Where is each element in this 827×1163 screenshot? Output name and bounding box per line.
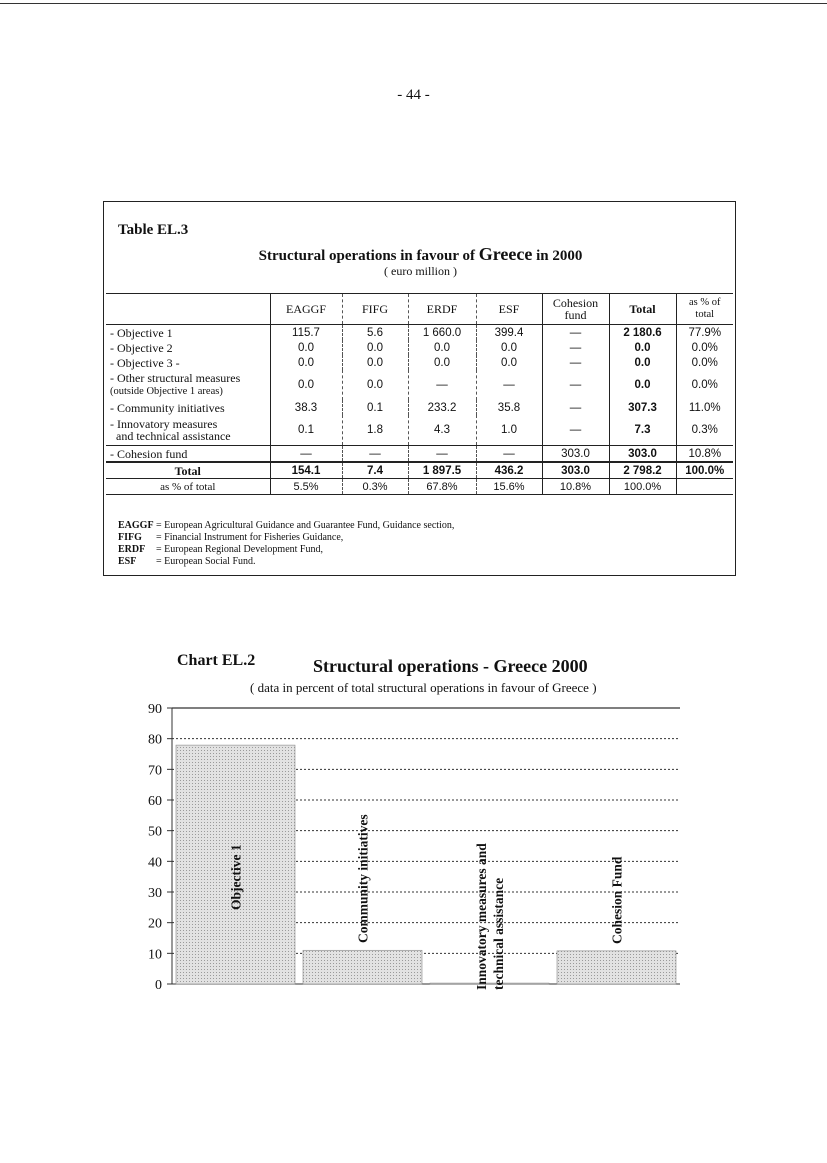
table-title-prefix: Structural operations in favour of <box>258 248 475 264</box>
row-label: as % of total <box>106 479 270 495</box>
table-cell: — <box>476 370 542 400</box>
y-tick-label: 40 <box>148 855 162 871</box>
table-cell: 0.0 <box>270 355 342 370</box>
table-cell: — <box>542 325 609 341</box>
table-cell: — <box>542 415 609 446</box>
table-title-country: Greece <box>478 244 533 264</box>
header-pct: as % of total <box>676 294 733 325</box>
legend-text: = European Agricultural Guidance and Guarantee Fund, Guidance section, <box>156 520 455 531</box>
page-number: - 44 - <box>397 87 430 103</box>
legend-text: = European Social Fund. <box>156 556 256 567</box>
table-subtitle: ( euro million ) <box>384 264 457 278</box>
row-label-text: - Objective 1 <box>110 325 173 340</box>
table-cell: 0.1 <box>342 400 408 415</box>
table-cell: 100.0% <box>676 462 733 479</box>
table-cell: 0.0 <box>270 340 342 355</box>
row-label-sub: and technical assistance <box>116 429 231 443</box>
table-cell: 307.3 <box>609 400 676 415</box>
table-cell: 0.0 <box>609 370 676 400</box>
table-cell: 0.1 <box>270 415 342 446</box>
header-erdf: ERDF <box>408 294 476 325</box>
y-tick-label: 30 <box>148 886 162 901</box>
legend-text: = European Regional Development Fund, <box>156 544 323 555</box>
legend-abbr: ERDF <box>118 544 146 555</box>
table-cell: 303.0 <box>542 446 609 463</box>
table-cell: — <box>542 355 609 370</box>
table-cell: 0.0 <box>476 355 542 370</box>
table-cell: 4.3 <box>408 415 476 446</box>
header-eaggf: EAGGF <box>270 294 342 325</box>
table-cell: 35.8 <box>476 400 542 415</box>
table-title-suffix: in 2000 <box>536 248 583 264</box>
table-cell: 0.0 <box>476 340 542 355</box>
table-cell: 2 798.2 <box>609 462 676 479</box>
table-cell: 0.0 <box>609 340 676 355</box>
table-cell: 0.0% <box>676 355 733 370</box>
table-cell: — <box>408 446 476 463</box>
row-label-text: - Community initiatives <box>110 400 225 415</box>
table-cell: 303.0 <box>542 462 609 479</box>
table-cell: 38.3 <box>270 400 342 415</box>
table-cell: 1.0 <box>476 415 542 446</box>
table-cell: 154.1 <box>270 462 342 479</box>
table-cell: 100.0% <box>609 479 676 495</box>
table-cell: 2 180.6 <box>609 325 676 341</box>
table-cell: 233.2 <box>408 400 476 415</box>
table-cell: 15.6% <box>476 479 542 495</box>
row-label: Total <box>106 462 270 479</box>
category-label: Innovatory measures and <box>474 843 489 990</box>
table-cell: 436.2 <box>476 462 542 479</box>
legend-abbr: ESF <box>118 556 137 567</box>
y-tick-label: 10 <box>148 947 162 963</box>
header-esf: ESF <box>476 294 542 325</box>
table-cell: 10.8% <box>676 446 733 463</box>
chart-subtitle: ( data in percent of total structural operations in favour of Greece ) <box>250 680 597 695</box>
table-cell: — <box>542 370 609 400</box>
table-cell: 0.0 <box>408 340 476 355</box>
header-total: Total <box>609 294 676 325</box>
y-tick-label: 70 <box>148 763 162 779</box>
table-cell: 0.3% <box>676 415 733 446</box>
table-cell: 0.0% <box>676 340 733 355</box>
table-cell: 11.0% <box>676 400 733 415</box>
row-label-text: - Objective 3 - <box>110 355 180 370</box>
chart-label: Chart EL.2 <box>177 652 256 669</box>
bar <box>303 950 422 984</box>
y-tick-label: 60 <box>148 794 162 809</box>
row-label-sub: (outside Objective 1 areas) <box>110 386 223 397</box>
table-cell: 67.8% <box>408 479 476 495</box>
table-cell: 0.3% <box>342 479 408 495</box>
y-tick-label: 50 <box>148 824 162 840</box>
chart-title: Structural operations - Greece 2000 <box>313 656 588 676</box>
table-cell: — <box>342 446 408 463</box>
table-label: Table EL.3 <box>118 222 189 238</box>
table-cell: 5.5% <box>270 479 342 495</box>
category-label: Community initiatives <box>355 814 371 943</box>
category-label: Objective 1 <box>228 844 244 910</box>
table-cell: 0.0 <box>342 370 408 400</box>
table-cell: — <box>408 370 476 400</box>
table-cell: 10.8% <box>542 479 609 495</box>
category-label: technical assistance <box>491 877 506 990</box>
table-cell: 303.0 <box>609 446 676 463</box>
table-cell: 115.7 <box>270 325 342 341</box>
legend-text: = Financial Instrument for Fisheries Guidance, <box>156 532 344 543</box>
table-cell: 5.6 <box>342 325 408 341</box>
table-cell: — <box>542 400 609 415</box>
table-cell: 0.0 <box>408 355 476 370</box>
table-cell: 7.4 <box>342 462 408 479</box>
table-cell: 0.0% <box>676 370 733 400</box>
table-cell: 0.0 <box>270 370 342 400</box>
table-cell: 0.0 <box>342 340 408 355</box>
table-cell: — <box>542 340 609 355</box>
table-cell: 0.0 <box>609 355 676 370</box>
legend-abbr: EAGGF <box>118 520 154 531</box>
table-cell: 0.0 <box>342 355 408 370</box>
table-cell: 1 660.0 <box>408 325 476 341</box>
row-label-text: - Cohesion fund <box>110 446 188 461</box>
table-cell: 7.3 <box>609 415 676 446</box>
legend-abbr: FIFG <box>118 532 142 543</box>
y-tick-label: 80 <box>148 732 162 748</box>
header-fifg: FIFG <box>342 294 408 325</box>
row-label-text: - Innovatory measures <box>110 417 218 431</box>
table-cell: — <box>270 446 342 463</box>
table-cell: 77.9% <box>676 325 733 341</box>
header-cohesion: Cohesion fund <box>542 294 609 325</box>
y-tick-label: 90 <box>148 702 162 717</box>
table-cell: 1.8 <box>342 415 408 446</box>
category-label: Cohesion Fund <box>609 856 625 944</box>
y-tick-label: 20 <box>148 916 162 932</box>
row-label-text: - Objective 2 <box>110 340 173 355</box>
table-cell: — <box>476 446 542 463</box>
table-cell: 1 897.5 <box>408 462 476 479</box>
y-tick-label: 0 <box>155 978 162 993</box>
bar <box>557 951 676 984</box>
row-label-text: - Other structural measures <box>110 371 241 385</box>
table-cell: 399.4 <box>476 325 542 341</box>
bar <box>430 983 549 984</box>
